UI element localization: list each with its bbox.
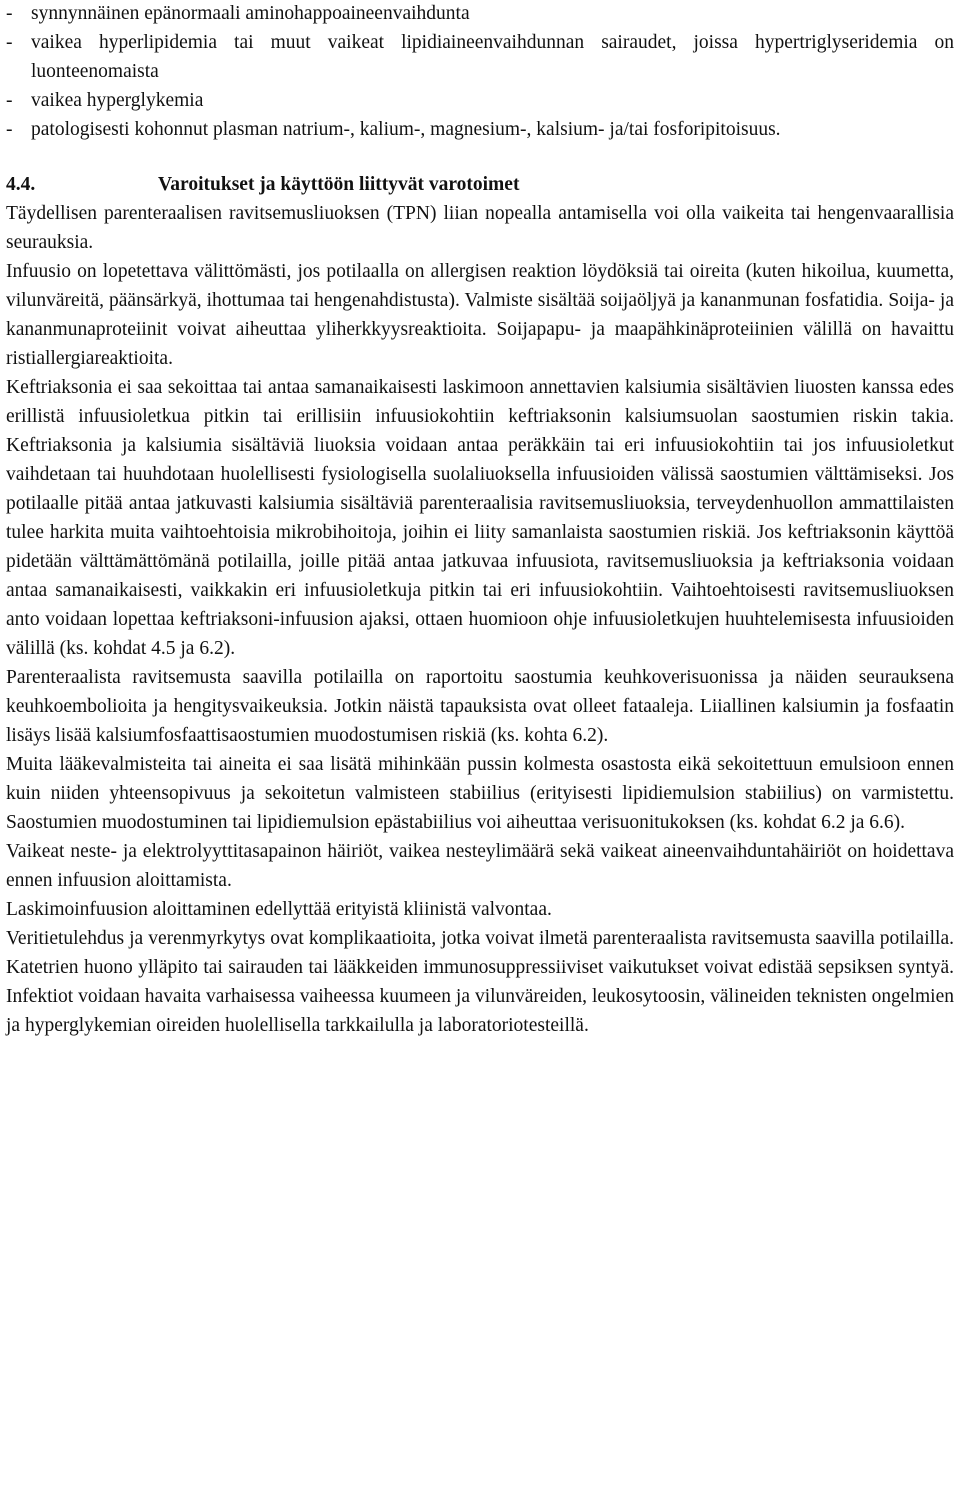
list-dash: - xyxy=(6,119,13,140)
list-dash: - xyxy=(6,90,13,111)
list-dash: - xyxy=(6,32,13,53)
list-item-text: patologisesti kohonnut plasman natrium-, kalium-, magnesium-, kalsium- ja/tai fosforipitoisuus. xyxy=(31,119,781,140)
list-item xyxy=(6,0,954,28)
list-item xyxy=(6,86,954,115)
paragraph: Parenteraalista ravitsemusta saavilla potilailla on raportoitu saostumia keuhkoverisuonissa ja näiden seurauksena keuhkoembolioita ja hengitysvaikeuksia. Jotkin näistä tapauksista ovat olleet fataaleja. Liiallinen kalsiumin ja fosfaatin lisäys lisää kalsiumfosfaattisaostumien muodostumisen riskiä (ks. kohta 6.2). xyxy=(6,667,954,746)
list-item-text: synnynnäinen epänormaali aminohappoaineenvaihdunta xyxy=(31,3,470,24)
contraindication-list xyxy=(6,0,954,144)
paragraph: Täydellisen parenteraalisen ravitsemusliuoksen (TPN) liian nopealla antamisella voi olla vaikeita tai hengenvaarallisia seurauksia. xyxy=(6,203,954,253)
paragraph: Keftriaksonia ei saa sekoittaa tai antaa samanaikaisesti laskimoon annettavien kalsiumia sisältävien liuosten kanssa edes erillistä infuusioletkua pitkin tai erillisiin infuusiokohtiin keftriaksonin kalsiumsuolan saostumien riskin takia. Keftriaksonia ja kalsiumia sisältäviä liuoksia voidaan antaa peräkkäin tai eri infuusiokohtiin tai jos infuusioletkut vaihdetaan tai huuhdotaan huolellisesti fysiologisella suolaliuoksella infuusioiden välissä saostumien välttämiseksi. Jos potilaalle pitää antaa jatkuvasti kalsiumia sisältäviä parenteraalisia ravitsemusliuoksia, terveydenhuollon ammattilaisten tulee harkita muita vaihtoehtoisia mikrobihoitoja, joihin ei liity samanlaista saostumien riskiä. Jos keftriaksonin käyttöä pidetään välttämättömänä potilailla, joille pitää antaa jatkuvaa infuusiota, ravitsemusliuoksia ja keftriaksonia voidaan antaa samanaikaisesti, vaikkakin eri infuusioletkuja pitkin tai eri infuusiokohtiin. Vaihtoehtoisesti ravitsemusliuoksen anto voidaan lopettaa keftriaksoni-infuusion ajaksi, ottaen huomioon ohje infuusioletkujen huuhtelemisesta infuusioiden välillä (ks. kohdat 4.5 ja 6.2). xyxy=(6,377,954,659)
paragraph: Vaikeat neste- ja elektrolyyttitasapainon häiriöt, vaikea nesteylimäärä sekä vaikeat aineenvaihduntahäiriöt on hoidettava ennen infuusion aloittamista. xyxy=(6,841,954,891)
section-heading xyxy=(6,170,954,199)
paragraph: Veritietulehdus ja verenmyrkytys ovat komplikaatioita, jotka voivat ilmetä parenteraalista ravitsemusta saavilla potilailla. Katetrien huono ylläpito tai sairauden tai lääkkeiden immunosuppressiiviset vaikutukset voivat edistää sepsiksen syntyä. Infektiot voidaan havaita varhaisessa vaiheessa kuumeen ja vilunväreiden, leukosytoosin, välineiden teknisten ongelmien ja hyperglykemian oireiden huolellisella tarkkailulla ja laboratoriotesteillä. xyxy=(6,928,954,1036)
paragraph: Infuusio on lopetettava välittömästi, jos potilaalla on allergisen reaktion löydöksiä tai oireita (kuten hikoilua, kuumetta, vilunväreitä, päänsärkyä, ihottumaa tai hengenahdistusta). Valmiste sisältää soijaöljyä ja kananmunan fosfatidia. Soija- ja kananmunaproteiinit voivat aiheuttaa yliherkkyysreaktioita. Soijapapu- ja maapähkinäproteiinien välillä on havaittu ristiallergiareaktioita. xyxy=(6,261,954,369)
list-item-text: vaikea hyperglykemia xyxy=(31,90,204,111)
list-item-text: vaikea hyperlipidemia tai muut vaikeat lipidiaineenvaihdunnan sairaudet, joissa hypertriglyseridemia on luonteenomaista xyxy=(31,32,954,82)
section-number: 4.4. xyxy=(6,174,36,195)
section-title: Varoitukset ja käyttöön liittyvät varotoimet xyxy=(158,174,520,195)
list-item xyxy=(6,115,954,144)
list-dash: - xyxy=(6,3,13,24)
paragraph: Muita lääkevalmisteita tai aineita ei saa lisätä mihinkään pussin kolmesta osastosta eikä sekoitettuun emulsioon ennen kuin niiden yhteensopivuus ja sekoitetun valmisteen stabiilius (erityisesti lipidiemulsion stabiilius) on varmistettu. Saostumien muodostuminen tai lipidiemulsion epästabiilius voi aiheuttaa verisuonitukoksen (ks. kohdat 6.2 ja 6.6). xyxy=(6,754,954,833)
list-item xyxy=(6,28,954,86)
paragraph: Laskimoinfuusion aloittaminen edellyttää erityistä kliinistä valvontaa. xyxy=(6,899,552,920)
